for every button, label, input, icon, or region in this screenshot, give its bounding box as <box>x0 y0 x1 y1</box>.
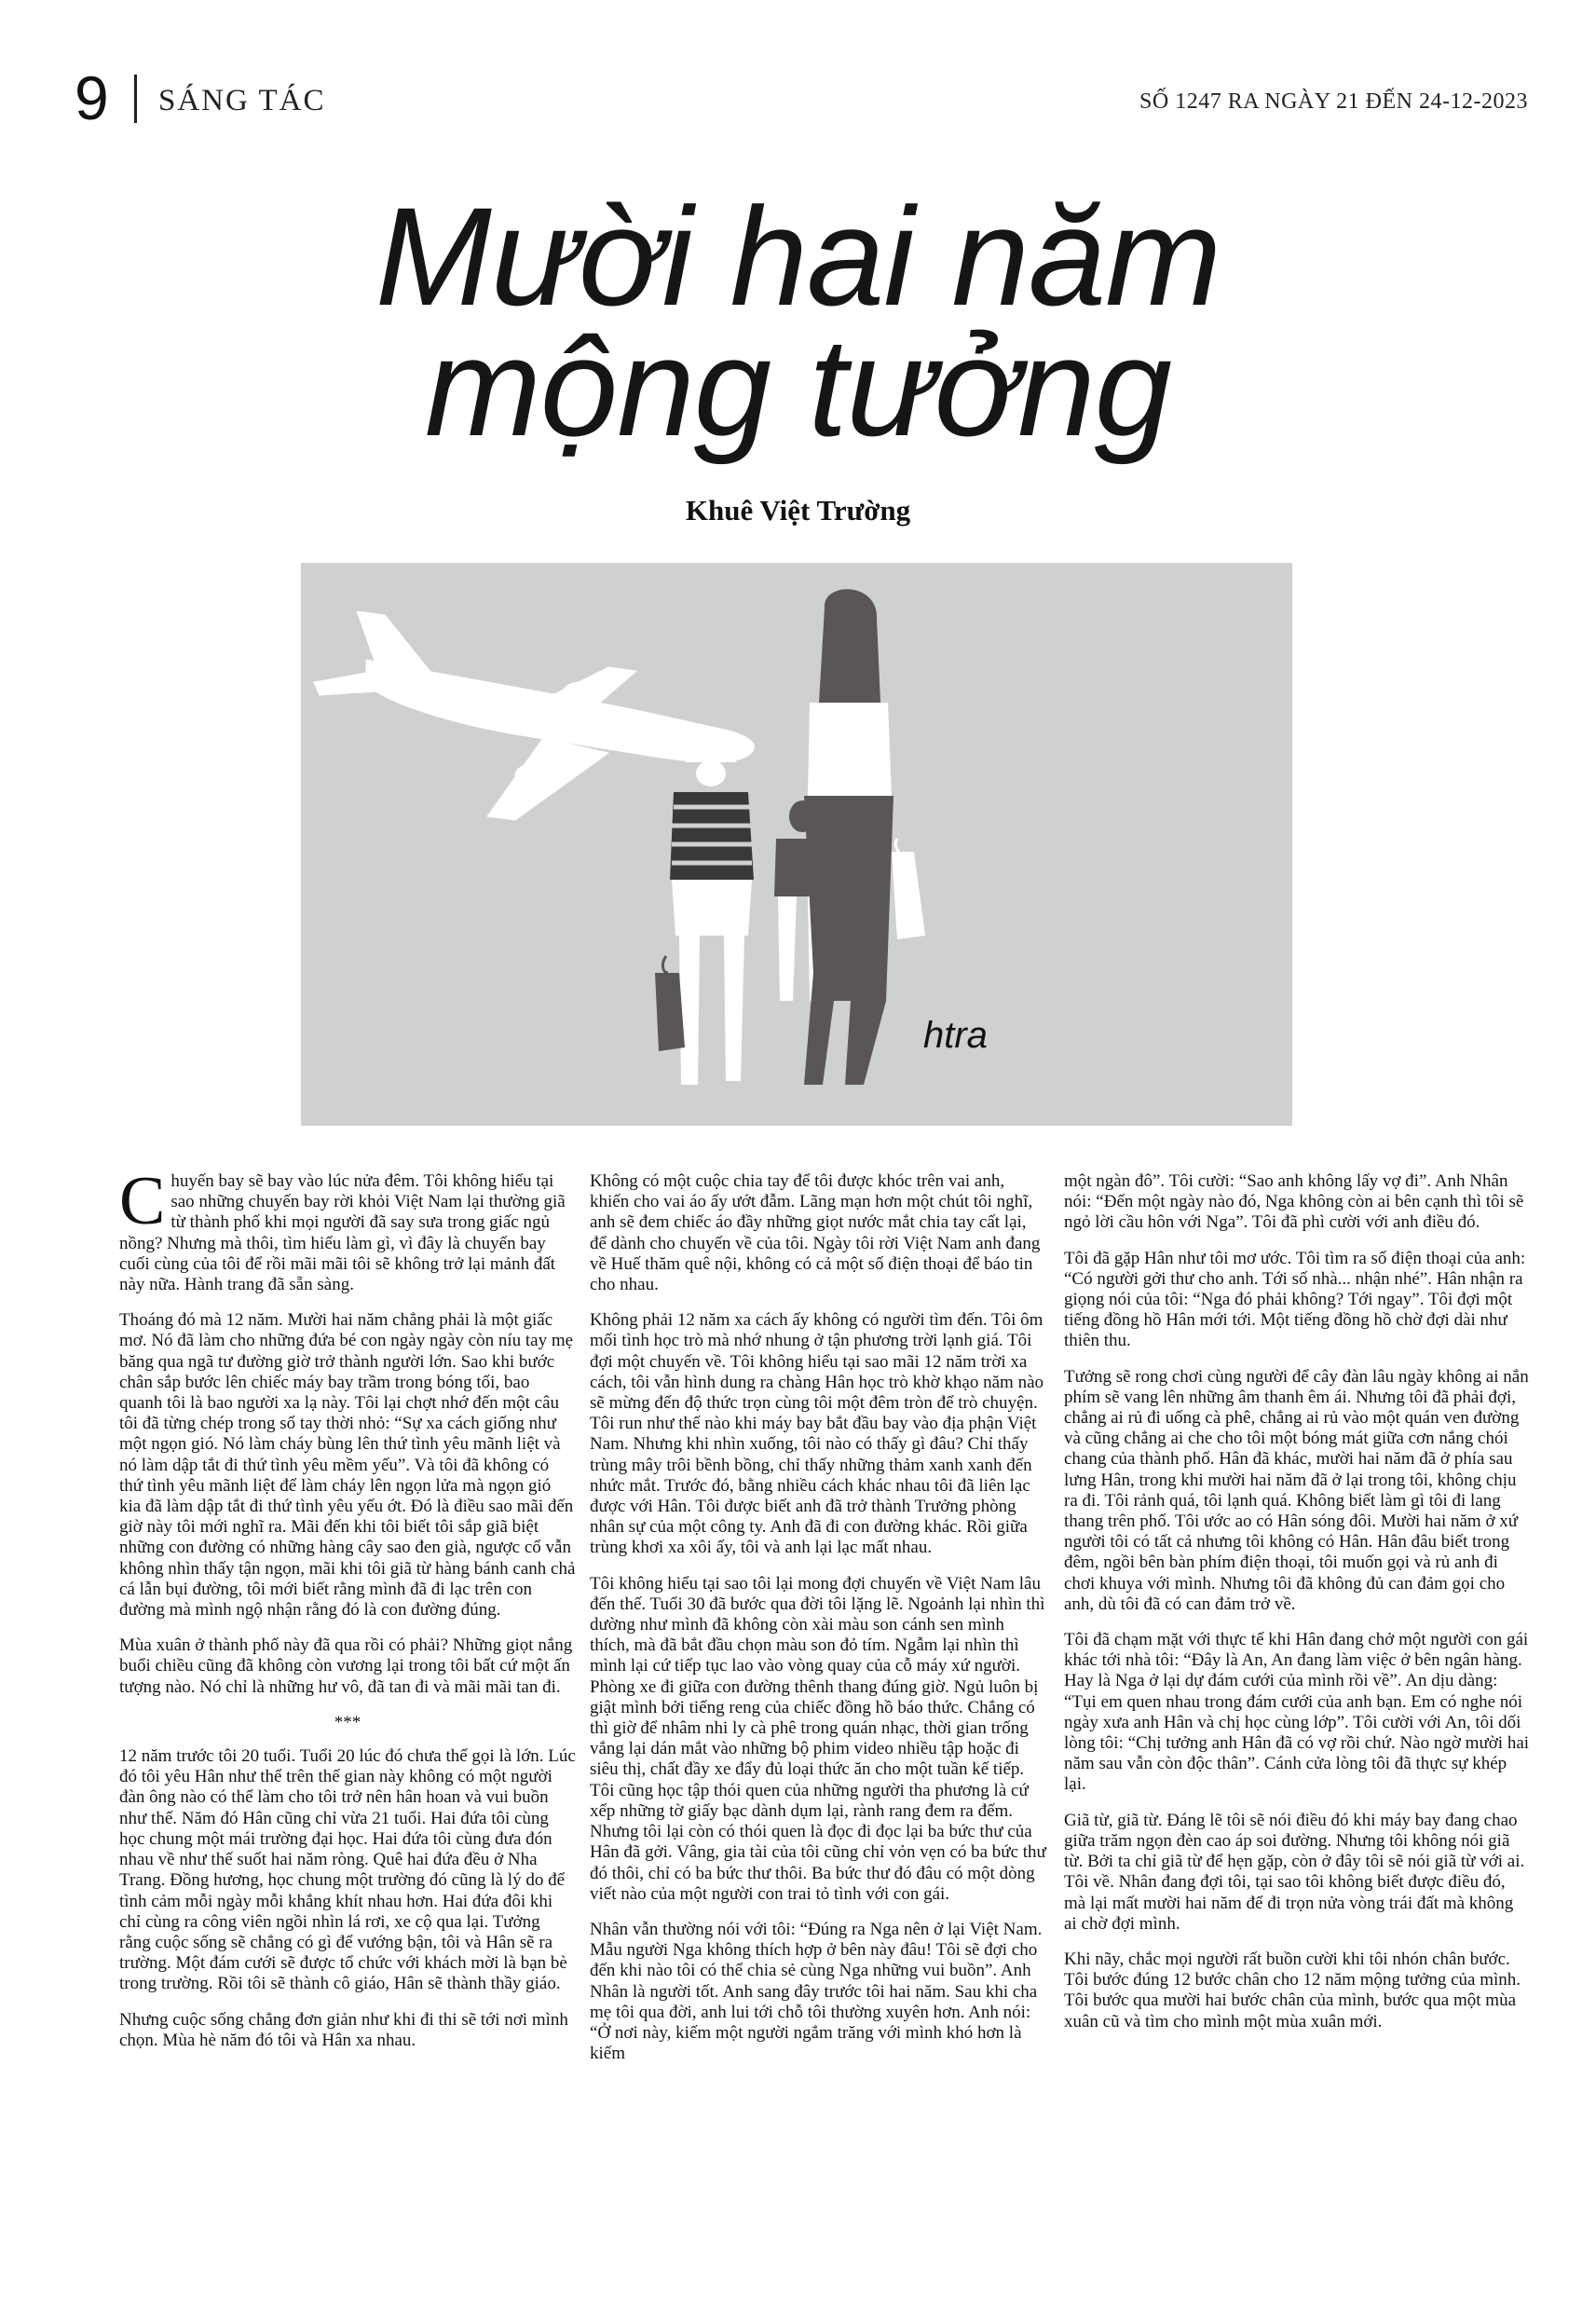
paragraph: Nhân vẫn thường nói với tôi: “Đúng ra Nga nên ở lại Việt Nam. Mẫu người Nga không thích hợp ở bên này đâu! Tôi sẽ đợi cho đến khi nào tôi có thể chia sẻ cùng Nga những vui buồn”. Anh Nhân là người tốt. Anh sang đây trước tôi hai năm. Sau khi cha mẹ tôi qua đời, anh lui tới chỗ tôi thường xuyên hơn. Anh nói: “Ở nơi này, kiếm một người ngắm trăng với mình khó hơn là kiếm <box>590 1919 1043 2064</box>
article-title-line-2: mộng tưởng <box>424 308 1172 465</box>
paragraph: 12 năm trước tôi 20 tuổi. Tuổi 20 lúc đó chưa thể gọi là lớn. Lúc đó tôi yêu Hân như thể trên thế gian này không có một người đàn ông nào có thể làm cho tôi trở nên hân hoan và vui buồn như thế. Năm đó Hân cũng chỉ vừa 21 tuổi. Hai đứa tôi cùng học chung một mái trường đại học. Hai đứa tôi cùng đưa đón nhau về như thế suốt hai năm ròng. Quê hai đứa đều ở Nha Trang. Đồng hương, học chung một trường đó cũng là lý do để tình cảm mỗi ngày mỗi khắng khít nhau hơn. Hai đứa đôi khi chỉ cùng ra công viên ngồi nhìn lá rơi, xe cộ qua lại. Tưởng rằng cuộc sống sẽ chẳng có gì để vướng bận, tôi và Hân sẽ ra trường. Một đám cưới sẽ được tổ chức với khách mời là bạn bè trong trường. Rồi tôi sẽ thành cô giáo, Hân sẽ thành thầy giáo. <box>119 1746 576 1994</box>
drop-cap: C <box>119 1163 166 1239</box>
header-divider <box>134 75 137 123</box>
text-column-1 <box>119 1163 576 2066</box>
section-label: SÁNG TÁC <box>158 84 326 117</box>
illustration-svg <box>301 563 1292 1126</box>
text-column-2 <box>590 1171 1046 2079</box>
paragraph: Tôi không hiểu tại sao tôi lại mong đợi chuyến về Việt Nam lâu đến thế. Tuổi 30 đã bước qua đời tôi lặng lẽ. Ngoảnh lại nhìn thì dường như mình đã không còn xài màu son cánh sen mình thích, mà đã bắt đầu chọn màu son đỏ tím. Ngẫm lại nhìn thì mình lại cứ tiếp tục lao vào vòng quay của cỗ máy xứ người. Phòng xe đi giữa con đường thênh thang đúng giờ. Ngủ luôn bị giật mình bởi tiếng reng của chiếc đồng hồ báo thức. Chẳng có thì giờ để nhâm nhi ly cà phê trong quán nhạc, thời gian trống vắng lại dán mắt vào những bộ phim video nhiều tập hoặc đi siêu thị, chất đầy xe đẩy đủ loại thức ăn cho một tuần kế tiếp. Tôi cũng học tập thói quen của những người tha phương là cứ xếp những tờ giấy bạc dành dụm lại, rành rang đem ra đếm. Nhưng tôi lại còn có thói quen là đọc đi đọc lại ba bức thư của Hân đã gởi. Vâng, gia tài của tôi cũng chỉ vỏn vẹn có ba bức thư đó thôi, chỉ có ba bức thư thôi. Ba bức thư đó đâu có một dòng viết nào của một người con trai tỏ tình với con gái. <box>590 1573 1046 1904</box>
page-header <box>75 65 1528 130</box>
text-column-3 <box>1064 1171 1530 2047</box>
article-author: Khuê Việt Trường <box>685 494 911 527</box>
paragraph: Giã từ, giã từ. Đáng lẽ tôi sẽ nói điều đó khi máy bay đang chao giữa trăm ngọn đèn cao áp soi đường. Nhưng tôi không nói giã từ. Bởi ta chỉ giã từ để hẹn gặp, còn ở đây tôi sẽ nói giã từ với ai. Tôi về. Nhân đang đợi tôi, tại sao tôi không biết được điều đó, mà lại mất mười hai năm để đi trọn nửa vòng trái đất mà không ai chờ đợi mình. <box>1064 1810 1525 1934</box>
article-illustration <box>301 563 1292 1126</box>
article-title <box>186 178 1410 465</box>
paragraph: Tưởng sẽ rong chơi cùng người để cây đàn lâu ngày không ai nắn phím sẽ vang lên những âm thanh êm ái. Nhưng tôi đã phải đợi, chẳng ai rủ đi uống cà phê, chẳng ai rủ vào một quán ven đường và cũng chẳng ai che cho tôi một bóng mát giữa cơn nắng chói chang của thành phố. Hân đã khác, mười hai năm đã ở phía sau lưng Hân, trong khi mười hai năm đã ở lại trong tôi, không chịu ra đi. Tôi rảnh quá, tôi lạnh quá. Không biết làm gì tôi đi lang thang trên phố. Tôi ước ao có Hân sóng đôi. Mười hai năm ở xứ người tôi có tất cả nhưng tôi không có Hân. Hân đâu biết trong đêm, ngồi bên bàn phím điện thoại, tôi muốn gọi và rủ anh đi chơi khuya với mình. Nhưng tôi đã không đủ can đảm gọi cho anh, dù tôi đã có can đảm trở về. <box>1064 1366 1529 1614</box>
paragraph: Thoáng đó mà 12 năm. Mười hai năm chẳng phải là một giấc mơ. Nó đã làm cho những đứa bé con ngày ngày còn níu tay mẹ băng qua ngã tư đường giờ trở thành người lớn. Sao khi bước chân sắp bước lên chiếc máy bay trầm trong bóng tối, bao quanh tôi là bao người xa lạ này. Tôi lại chợt nhớ đến một câu tôi đã từng chép trong sổ tay thời nhỏ: “Sự xa cách giống như một ngọn gió. Nó làm cháy bùng lên thứ tình yêu mãnh liệt và nó làm dập tắt đi thứ tình yêu mềm yếu”. Và tôi đã không có thứ tình yêu mãnh liệt để làm cháy lên ngọn lửa mà ngọn gió kia đã làm dập tắt đi thứ tình yêu yếu ớt. Đó là điều sao mãi đến giờ này tôi mới nghĩ ra. Mãi đến khi tôi biết tôi sắp giã biệt những con đường có những hàng cây sao đen già, ngược cổ vẫn không nhìn thấy tận ngọn, mãi khi tôi giã từ hàng bánh canh chả cá lẫn bụi đường, tôi mới biết rằng mình đã đi lạc trên con đường mà mình ngộ nhận rằng đó là con đường đúng. <box>119 1310 576 1621</box>
illustration-signature: htra <box>923 1015 988 1056</box>
paragraph: Mùa xuân ở thành phố này đã qua rồi có phải? Những giọt nắng buổi chiều cũng đã không còn vương lại trong tôi bất cứ một ấn tượng nào. Nó chỉ là những hư vô, đã tan đi và mãi mãi tan đi. <box>119 1635 573 1697</box>
paragraph: Nhưng cuộc sống chẳng đơn giản như khi đi thi sẽ tới nơi mình chọn. Mùa hè năm đó tôi và Hân xa nhau. <box>119 2009 568 2050</box>
article-title-line-1: Mười hai năm <box>375 178 1221 335</box>
paragraph: một ngàn đô”. Tôi cười: “Sao anh không lấy vợ đi”. Anh Nhân nói: “Đến một ngày nào đó, Nga không còn ai bên cạnh thì tôi sẽ ngỏ lời cầu hôn với Nga”. Tôi đã phì cười với anh điều đó. <box>1064 1171 1524 1233</box>
paragraph: Tôi đã chạm mặt với thực tế khi Hân đang chở một người con gái khác tới nhà tôi: “Đây là An, An đang làm việc ở bên ngân hàng. Hay là Nga ở lại dự đám cưới của mình rồi về”. An dịu dàng: “Tụi em quen nhau trong đám cưới của anh bạn. Em có nghe nói ngày xưa anh Hân và chị học cùng lớp”. Tôi cười với An, tôi dối lòng tôi: “Chị tưởng anh Hân đã có vợ rồi chứ. Nào ngờ mười hai năm sau vẫn còn độc thân”. Cánh cửa lòng tôi đã thực sự khép lại. <box>1064 1630 1530 1795</box>
paragraph: Khi nãy, chắc mọi người rất buồn cười khi tôi nhón chân bước. Tôi bước đúng 12 bước chân cho 12 năm mộng tưởng của mình. Tôi bước qua mười hai bước chân của mình, bước qua một mùa xuân cũ và tìm cho mình một mùa xuân mới. <box>1064 1949 1521 2032</box>
paragraph: Tôi đã gặp Hân như tôi mơ ước. Tôi tìm ra số điện thoại của anh: “Có người gởi thư cho anh. Tới số nhà... nhận nhé”. Hân nhận ra giọng nói của tôi: “Nga đó phải không? Tới ngay”. Tôi đợi một tiếng đồng hồ Hân mới tới. Một tiếng đồng hồ chờ đợi dài như thiên thu. <box>1064 1248 1526 1351</box>
issue-info: SỐ 1247 RA NGÀY 21 ĐẾN 24-12-2023 <box>1139 89 1528 114</box>
paragraph: Chuyến bay sẽ bay vào lúc nửa đêm. Tôi không hiểu tại sao những chuyến bay rời khỏi Việt Nam lại thường giã từ thành phố khi mọi người đã say sưa trong giấc ngủ nồng? Nhưng mà thôi, tìm hiểu làm gì, vì đây là chuyến bay cuối cùng của tôi để rồi mãi mãi tôi sẽ không trở lại mảnh đất này nữa. Hành trang đã sẵn sàng. <box>119 1163 566 1295</box>
section-separator: *** <box>334 1712 361 1732</box>
page-number: 9 <box>75 63 109 132</box>
article-body <box>119 1163 1537 2290</box>
paragraph: Không có một cuộc chia tay để tôi được khóc trên vai anh, khiến cho vai áo ấy ướt đẫm. Lãng mạn hơn một chút tôi nghĩ, anh sẽ đem chiếc áo đầy những giọt nước mắt chia tay cất lại, để dành cho chuyến về của tôi. Ngày tôi rời Việt Nam anh đang về Huế thăm quê nội, không có cả một số điện thoại để báo tin cho nhau. <box>590 1171 1041 1295</box>
paragraph: Không phải 12 năm xa cách ấy không có người tìm đến. Tôi ôm mối tình học trò mà nhớ nhung ở tận phương trời lạnh giá. Tôi đợi một chuyến về. Tôi không hiểu tại sao mãi 12 năm trời xa cách, tôi vẫn hình dung ra chàng Hân học trò khờ khạo năm nào sẽ mừng đến độ thức trọn cùng tôi một đêm tròn để trò chuyện. Tôi run như thế nào khi máy bay bắt đầu bay vào địa phận Việt Nam. Nhưng khi nhìn xuống, tôi nào có thấy gì đâu? Chỉ thấy trùng mây trôi bềnh bồng, chỉ thấy những thảm xanh xanh đến nhức mắt. Trước đó, bằng nhiều cách khác nhau tôi đã liên lạc được với Hân. Tôi được biết anh đã trở thành Trưởng phòng nhân sự của một công ty. Anh đã đi con đường khác. Rồi giữa trùng khơi xa xôi ấy, tôi và anh lại lạc mất nhau. <box>590 1310 1044 1558</box>
